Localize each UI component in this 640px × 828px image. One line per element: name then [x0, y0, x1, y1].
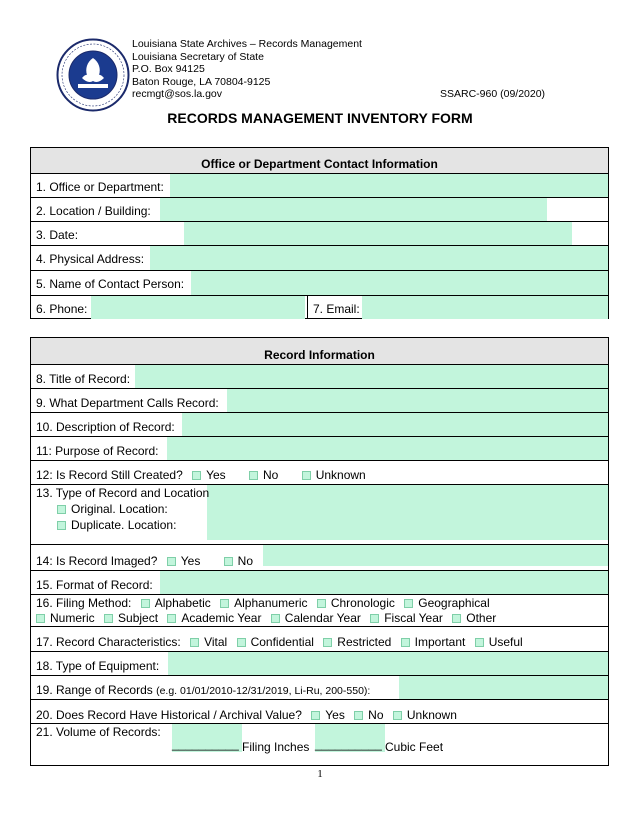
page-number: 1 — [317, 768, 323, 780]
description-label: 10. Description of Record: — [36, 420, 175, 434]
duplicate-location[interactable] — [57, 518, 176, 532]
title-field[interactable] — [135, 365, 608, 388]
range-field[interactable] — [399, 676, 608, 699]
checkbox[interactable] — [452, 614, 461, 623]
volume-label: 21. Volume of Records: — [36, 725, 161, 739]
title-row — [31, 364, 608, 388]
option-label: No — [237, 554, 254, 568]
format-field[interactable] — [160, 571, 608, 594]
checkbox[interactable] — [141, 599, 150, 608]
unknown-checkbox[interactable] — [393, 711, 402, 720]
yes-checkbox[interactable] — [167, 557, 176, 566]
checkbox[interactable] — [190, 638, 199, 647]
checkbox[interactable] — [401, 638, 410, 647]
equipment-field[interactable] — [168, 652, 608, 675]
phone-label: 6. Phone: — [36, 302, 88, 316]
range-label: 19. Range of Records — [36, 683, 153, 697]
option-label: Yes — [206, 468, 226, 482]
characteristic-important[interactable] — [395, 635, 466, 649]
option-label: Yes — [180, 554, 201, 568]
location-label: 2. Location / Building: — [36, 204, 151, 218]
no-checkbox[interactable] — [354, 711, 363, 720]
type-location-field[interactable] — [207, 485, 608, 540]
option-label: Calendar Year — [284, 611, 361, 625]
historical-yes[interactable] — [305, 708, 345, 722]
date-row — [31, 221, 608, 245]
option-label: Chronologic — [330, 596, 395, 610]
form-number: SSARC-960 (09/2020) — [440, 88, 546, 101]
equipment-label: 18. Type of Equipment: — [36, 659, 160, 673]
description-field[interactable] — [182, 413, 608, 436]
format-label: 15. Format of Record: — [36, 578, 153, 592]
phone-email-row — [31, 295, 608, 319]
address-field[interactable] — [150, 246, 608, 270]
historical-options — [36, 708, 457, 722]
imaged-label: 14: Is Record Imaged? — [36, 554, 158, 568]
original-label: Original. Location: — [71, 502, 168, 516]
purpose-label: 11: Purpose of Record: — [36, 444, 159, 458]
record-section — [30, 337, 609, 766]
dept-name-row — [31, 388, 608, 412]
option-label: Confidential — [250, 635, 314, 649]
range-label-group — [36, 683, 370, 697]
duplicate-label: Duplicate. Location: — [71, 518, 177, 532]
agency-city: Baton Rouge, LA 70804-9125 — [132, 75, 271, 88]
still-created-row — [31, 460, 608, 484]
format-row — [31, 570, 608, 594]
checkbox[interactable] — [323, 638, 332, 647]
characteristic-confidential[interactable] — [231, 635, 314, 649]
contact-person-label: 5. Name of Contact Person: — [36, 277, 185, 291]
option-label: Alphabetic — [154, 596, 211, 610]
imaged-field[interactable] — [263, 545, 608, 566]
filing-inches-blank: __________ — [172, 737, 239, 751]
imaged-yes[interactable] — [161, 554, 201, 568]
characteristic-vital[interactable] — [184, 635, 227, 649]
filing-line-2 — [36, 611, 496, 625]
historical-no[interactable] — [348, 708, 383, 722]
purpose-field[interactable] — [167, 437, 608, 460]
still-created-unknown[interactable] — [296, 468, 366, 482]
option-label: Useful — [488, 635, 523, 649]
checkbox[interactable] — [36, 614, 45, 623]
purpose-row — [31, 436, 608, 460]
record-section-heading — [31, 338, 608, 364]
imaged-no[interactable] — [218, 554, 253, 568]
filing-geographical[interactable] — [398, 596, 489, 610]
checkbox[interactable] — [370, 614, 379, 623]
date-field[interactable] — [184, 222, 572, 245]
contact-section-heading — [31, 148, 608, 173]
option-label: Restricted — [337, 635, 392, 649]
option-label: Important — [414, 635, 466, 649]
location-field[interactable] — [160, 198, 547, 221]
still-created-label: 12: Is Record Still Created? — [36, 468, 183, 482]
option-label: Unknown — [406, 708, 457, 722]
characteristic-useful[interactable] — [469, 635, 523, 649]
filing-alphanumeric[interactable] — [214, 596, 307, 610]
option-label: Vital — [204, 635, 228, 649]
checkbox[interactable] — [104, 614, 113, 623]
volume-row — [31, 723, 608, 766]
type-location-row — [31, 484, 608, 544]
option-label: Yes — [325, 708, 345, 722]
filing-row — [31, 594, 608, 626]
agency-email: recmgt@sos.la.gov — [132, 88, 223, 101]
email-label: 7. Email: — [313, 302, 360, 316]
office-row — [31, 173, 608, 197]
contact-person-row — [31, 270, 608, 295]
no-checkbox[interactable] — [224, 557, 233, 566]
no-checkbox[interactable] — [249, 471, 258, 480]
contact-section — [30, 147, 609, 319]
date-label: 3. Date: — [36, 228, 79, 242]
location-row — [31, 197, 608, 221]
filing-calendar-year[interactable] — [265, 611, 361, 625]
address-label: 4. Physical Address: — [36, 252, 145, 266]
record-heading-text: Record Information — [264, 348, 375, 362]
characteristics-label: 17. Record Characteristics: — [36, 635, 181, 649]
agency-secretary: Louisiana Secretary of State — [132, 50, 264, 63]
historical-row — [31, 699, 608, 723]
checkbox[interactable] — [317, 599, 326, 608]
filing-other[interactable] — [446, 611, 496, 625]
option-label: Geographical — [418, 596, 490, 610]
historical-unknown[interactable] — [387, 708, 457, 722]
checkbox[interactable] — [404, 599, 413, 608]
duplicate-checkbox[interactable] — [57, 521, 66, 530]
still-created-yes[interactable] — [186, 468, 226, 482]
option-label: Fiscal Year — [384, 611, 443, 625]
characteristics-options — [36, 635, 523, 649]
filing-line-1 — [36, 596, 490, 610]
contact-person-field[interactable] — [191, 271, 608, 295]
original-location[interactable] — [57, 502, 168, 516]
description-row — [31, 412, 608, 436]
option-label: Unknown — [315, 468, 366, 482]
range-row — [31, 675, 608, 699]
agency-name: Louisiana State Archives – Records Management — [132, 38, 362, 50]
still-created-options — [36, 468, 366, 482]
option-label: Other — [466, 611, 497, 625]
checkbox[interactable] — [475, 638, 484, 647]
office-label: 1. Office or Department: — [36, 180, 164, 194]
dept-name-label: 9. What Department Calls Record: — [36, 396, 219, 410]
cubic-feet-label: Cubic Feet — [385, 740, 444, 754]
filing-alphabetic[interactable] — [135, 596, 211, 610]
equipment-row — [31, 651, 608, 675]
filing-numeric[interactable] — [36, 611, 95, 625]
imaged-options — [36, 554, 253, 568]
email-field[interactable] — [362, 296, 608, 319]
yes-checkbox[interactable] — [192, 471, 201, 480]
filing-inches-label: Filing Inches — [242, 740, 310, 754]
original-checkbox[interactable] — [57, 505, 66, 514]
type-location-label: 13. Type of Record and Location — [36, 486, 210, 500]
cubic-feet-blank: __________ — [315, 737, 382, 751]
yes-checkbox[interactable] — [311, 711, 320, 720]
unknown-checkbox[interactable] — [302, 471, 311, 480]
filing-fiscal-year[interactable] — [364, 611, 443, 625]
filing-academic-year[interactable] — [161, 611, 261, 625]
agency-po-box: P.O. Box 94125 — [132, 63, 205, 76]
address-row — [31, 245, 608, 270]
checkbox[interactable] — [220, 599, 229, 608]
title-label: 8. Title of Record: — [36, 372, 131, 386]
filing-subject[interactable] — [98, 611, 158, 625]
option-label: Academic Year — [181, 611, 262, 625]
checkbox[interactable] — [167, 614, 176, 623]
imaged-row — [31, 544, 608, 570]
form-title: RECORDS MANAGEMENT INVENTORY FORM — [167, 110, 473, 126]
still-created-no[interactable] — [243, 468, 278, 482]
filing-chronologic[interactable] — [311, 596, 395, 610]
option-label: No — [368, 708, 384, 722]
characteristics-row — [31, 626, 608, 651]
checkbox[interactable] — [237, 638, 246, 647]
option-label: No — [263, 468, 279, 482]
agency-address — [132, 38, 362, 101]
office-field[interactable] — [170, 174, 608, 197]
option-label: Alphanumeric — [234, 596, 308, 610]
historical-label: 20. Does Record Have Historical / Archival Value? — [36, 708, 302, 722]
checkbox[interactable] — [271, 614, 280, 623]
characteristic-restricted[interactable] — [317, 635, 391, 649]
phone-field[interactable] — [91, 296, 305, 319]
filing-label: 16. Filing Method: — [36, 596, 132, 610]
seal-icon — [56, 38, 130, 112]
option-label: Subject — [118, 611, 159, 625]
range-example: (e.g. 01/01/2010-12/31/2019, Li-Ru, 200-550): — [156, 685, 371, 697]
dept-name-field[interactable] — [227, 389, 608, 412]
phone-email-divider — [307, 296, 308, 319]
state-seal — [56, 38, 130, 112]
option-label: Numeric — [50, 611, 95, 625]
contact-heading-text: Office or Department Contact Information — [201, 157, 438, 171]
